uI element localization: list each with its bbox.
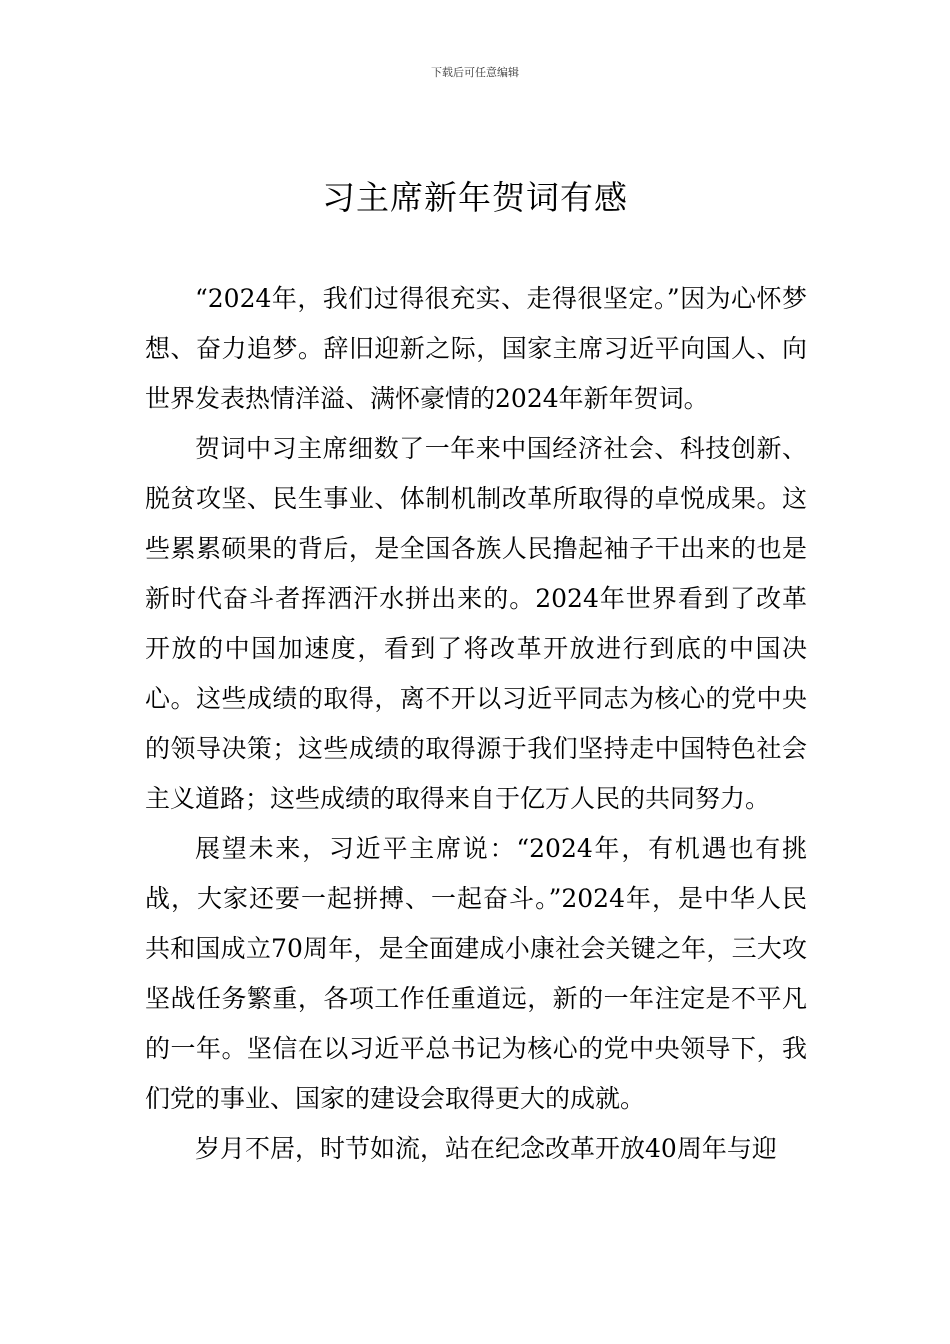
paragraph-2: 贺词中习主席细数了一年来中国经济社会、科技创新、脱贫攻坚、民生事业、体制机制改革所取得的卓悦成果。这些累累硕果的背后，是全国各族人民撸起袖子干出来的也是新时代奋斗者挥洒汗水拼出来的。2024年世界看到了改革开放的中国加速度，看到了将改革开放进行到底的中国决心。这些成绩的取得，离不开以习近平同志为核心的党中央的领导决策；这些成绩的取得源于我们坚持走中国特色社会主义道路；这些成绩的取得来自于亿万人民的共同努力。 (145, 434, 807, 813)
paragraph-4: 岁月不居，时节如流，站在纪念改革开放40周年与迎 (195, 1134, 777, 1163)
header-note: 下载后可任意编辑 (431, 66, 519, 79)
paragraph-3: 展望未来，习近平主席说：“2024年，有机遇也有挑战，大家还要一起拼搏、一起奋斗。”2024年，是中华人民共和国成立70周年，是全面建成小康社会关键之年，三大攻坚战任务繁重，各项工作任重道远，新的一年注定是不平凡的一年。坚信在以习近平总书记为核心的党中央领导下，我们党的事业、国家的建设会取得更大的成就。 (145, 834, 807, 1113)
document-body (145, 274, 807, 1174)
paragraph-1: “2024年，我们过得很充实、走得很坚定。”因为心怀梦想、奋力追梦。辞旧迎新之际，国家主席习近平向国人、向世界发表热情洋溢、满怀豪情的2024年新年贺词。 (145, 284, 807, 413)
document-title: 习主席新年贺词有感 (322, 178, 628, 217)
